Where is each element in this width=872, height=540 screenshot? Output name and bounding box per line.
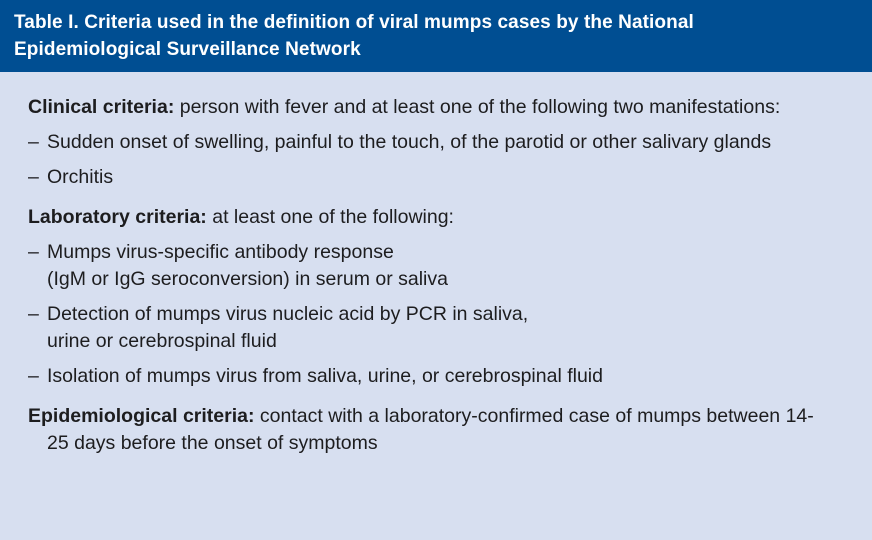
list-item-text: Orchitis <box>47 166 114 188</box>
list-item-text-line-1: Mumps virus-specific antibody response <box>47 241 394 263</box>
list-item <box>28 363 832 390</box>
dash-bullet: – <box>28 365 39 387</box>
epidemiological-criteria-section <box>28 403 832 457</box>
clinical-criteria-list <box>28 129 832 191</box>
clinical-criteria-definition <box>28 94 832 121</box>
clinical-criteria-label: Clinical criteria: <box>28 96 175 118</box>
table-title <box>14 9 858 63</box>
list-item-text-line-1: Detection of mumps virus nucleic acid by PCR in saliva, <box>47 303 529 325</box>
laboratory-criteria-list <box>28 239 832 390</box>
list-item <box>28 129 832 156</box>
list-item-text: Isolation of mumps virus from saliva, urine, or cerebrospinal fluid <box>47 365 603 387</box>
list-item <box>28 301 832 355</box>
laboratory-criteria-definition <box>28 204 832 231</box>
dash-bullet: – <box>28 241 39 263</box>
epidemiological-criteria-label: Epidemiological criteria: <box>28 405 255 427</box>
dash-bullet: – <box>28 303 39 325</box>
dash-bullet: – <box>28 166 39 188</box>
table-body <box>0 72 872 457</box>
list-item-text: Sudden onset of swelling, painful to the touch, of the parotid or other salivary glands <box>47 131 772 153</box>
list-item <box>28 164 832 191</box>
clinical-criteria-text: person with fever and at least one of the following two manifestations: <box>174 96 781 118</box>
list-item <box>28 239 832 293</box>
laboratory-criteria-text: at least one of the following: <box>206 206 454 228</box>
table-header <box>0 0 872 72</box>
table-title-line-1: Table I. Criteria used in the definition of viral mumps cases by the National <box>14 12 694 33</box>
epidemiological-criteria-definition <box>28 403 832 457</box>
laboratory-criteria-section <box>28 204 832 390</box>
table-title-line-2: Epidemiological Surveillance Network <box>14 39 361 60</box>
clinical-criteria-section <box>28 94 832 191</box>
list-item-text-line-2: (IgM or IgG seroconversion) in serum or saliva <box>47 268 448 290</box>
laboratory-criteria-label: Laboratory criteria: <box>28 206 207 228</box>
list-item-text-line-2: urine or cerebrospinal fluid <box>47 330 277 352</box>
epidemiological-criteria-text: contact with a laboratory-confirmed case of mumps between 14-25 days before the onset of symptoms <box>47 405 814 454</box>
dash-bullet: – <box>28 131 39 153</box>
